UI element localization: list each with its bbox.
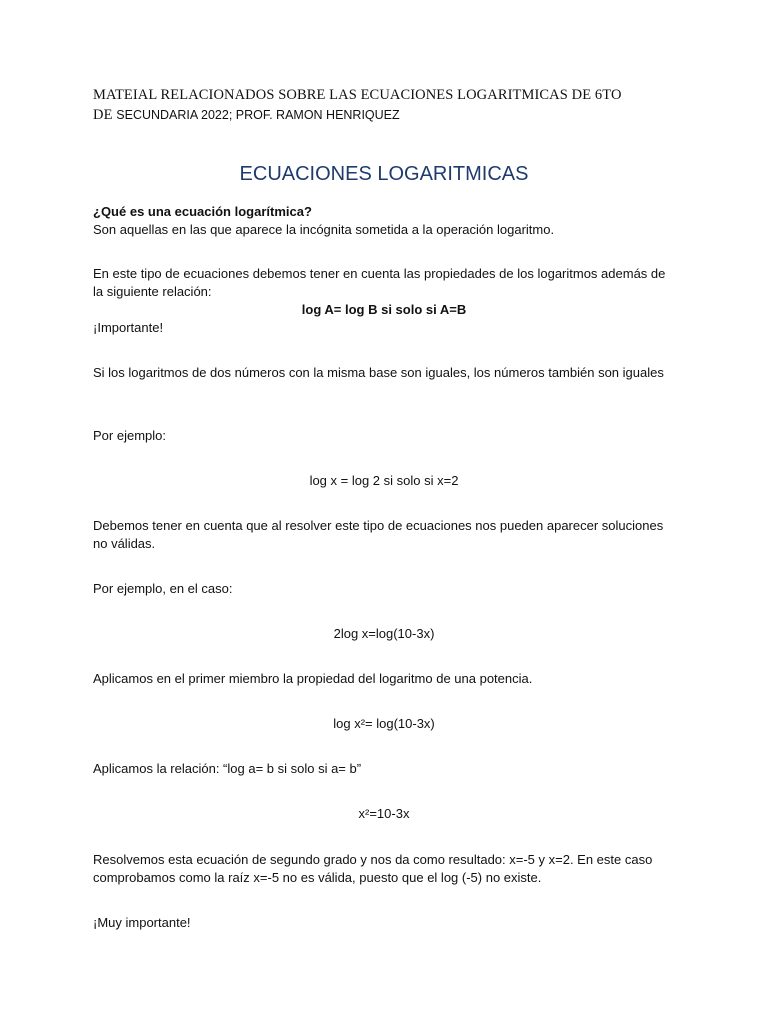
intro-paragraph: En este tipo de ecuaciones debemos tener en cuenta las propiedades de los logaritmos además de la siguiente relación: <box>93 266 666 299</box>
header-line-2 <box>93 105 693 125</box>
page-title: ECUACIONES LOGARITMICAS <box>239 163 529 185</box>
relation-formula: log A= log B si solo si A=B <box>301 302 467 317</box>
header-line-2-text: SECUNDARIA 2022; PROF. RAMON HENRIQUEZ <box>116 108 400 122</box>
example-label: Por ejemplo: <box>93 428 166 443</box>
definition-text: Son aquellas en las que aparece la incógnita sometida a la operación logaritmo. <box>93 222 555 237</box>
very-important-label: ¡Muy importante! <box>93 915 191 930</box>
case-equation: 2log x=log(10-3x) <box>333 626 435 641</box>
warning-paragraph: Debemos tener en cuenta que al resolver este tipo de ecuaciones nos pueden aparecer soluciones no válidas. <box>93 518 664 551</box>
question-heading: ¿Qué es una ecuación logarítmica? <box>93 204 312 219</box>
step1-equation: log x²= log(10-3x) <box>333 716 435 731</box>
step1-paragraph: Aplicamos en el primer miembro la propiedad del logaritmo de una potencia. <box>93 671 533 686</box>
header-line-2-prefix: DE <box>93 107 117 123</box>
result-paragraph: Resolvemos esta ecuación de segundo grado y nos da como resultado: x=-5 y x=2. En este caso comprobamos como la raíz x=-5 no es válida, puesto que el log (-5) no existe. <box>93 852 653 885</box>
example-equation: log x = log 2 si solo si x=2 <box>309 473 459 488</box>
important-label: ¡Importante! <box>93 320 164 335</box>
case-label: Por ejemplo, en el caso: <box>93 581 233 596</box>
document-header <box>93 86 693 125</box>
step2-paragraph: Aplicamos la relación: “log a= b si solo si a= b” <box>93 761 362 776</box>
rule-paragraph: Si los logaritmos de dos números con la misma base son iguales, los números también son iguales <box>93 365 664 380</box>
step2-equation: x²=10-3x <box>358 806 410 821</box>
header-line-1: MATEIAL RELACIONADOS SOBRE LAS ECUACIONES LOGARITMICAS DE 6TO <box>93 87 622 103</box>
definition-block <box>93 203 673 239</box>
